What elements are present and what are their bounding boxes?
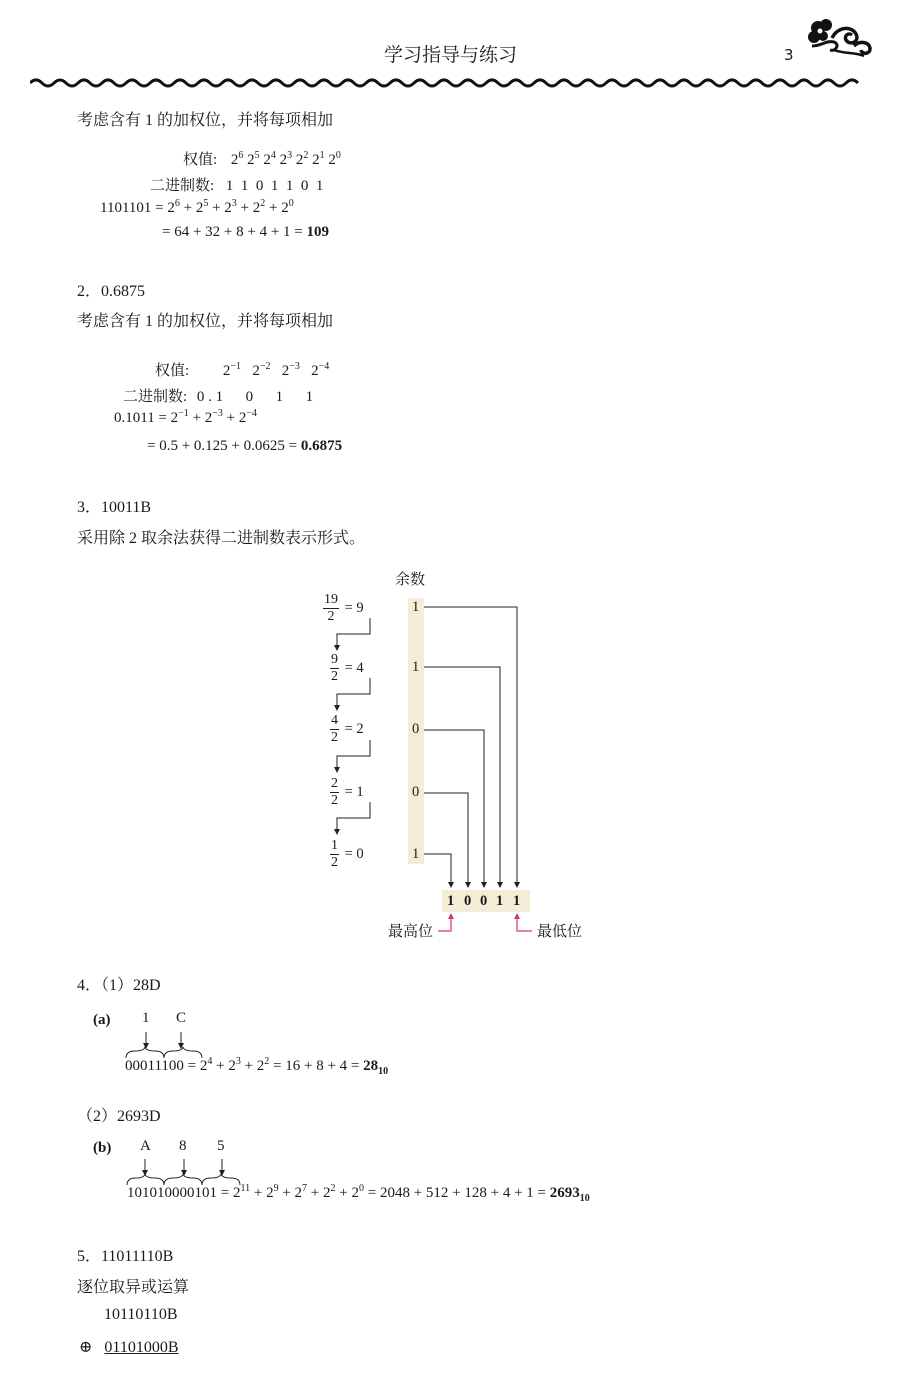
s4b-result: 2693 (549, 1185, 580, 1201)
step-quotient: = 4 (344, 659, 364, 676)
division-step (323, 592, 364, 625)
s1-result-line (162, 224, 329, 241)
step-denominator: 2 (331, 793, 338, 808)
s1-result-prefix: = 64 + 32 + 8 + 4 + 1 = (162, 224, 303, 240)
s4-heading: 4．（1）28D (77, 977, 161, 994)
step-denominator: 2 (331, 855, 338, 870)
division-step (330, 652, 364, 685)
s5-operand-2-row (79, 1337, 188, 1357)
s2-equation: $0.1011 = 2^{-1} + 2^{-3} + 2^{-4}$ (114, 408, 258, 426)
s1-equation: $1101101 = 2^6 + 2^5 + 2^3 + 2^2 + 2^0$ (100, 198, 294, 216)
step-numerator: 2 (331, 776, 338, 791)
s4b-bits: 101010000101 (127, 1185, 217, 1201)
s1-binary-row (150, 174, 323, 195)
s4b-hex-digit: 5 (217, 1138, 225, 1154)
division-step (330, 713, 364, 746)
s5-heading: 5．11011110B (77, 1248, 174, 1265)
step-quotient: = 1 (344, 783, 364, 800)
s2-binary-digits: 0 . 1 0 1 1 (196, 389, 314, 405)
result-bit: 1 (513, 893, 521, 909)
s1-result: 109 (306, 224, 330, 240)
s2-weights-label: 权值: (155, 363, 190, 379)
step-numerator: 1 (331, 838, 338, 853)
s2-result-line (147, 438, 342, 455)
s1-lhs: 1101101 (100, 200, 152, 216)
s4a-hex-digit: 1 (142, 1010, 150, 1026)
s3-heading: 3．10011B (77, 499, 152, 516)
step-numerator: 9 (331, 652, 338, 667)
result-bit: 1 (496, 893, 504, 909)
step-numerator: 4 (331, 713, 338, 728)
result-bit: 0 (480, 893, 488, 909)
s4a-result: 28 (363, 1058, 379, 1074)
step-quotient: = 2 (344, 720, 364, 737)
s1-weights-label: 权值: (183, 152, 218, 168)
s4a-base: 10 (378, 1066, 389, 1077)
remainder-value: 0 (412, 721, 420, 737)
s1-binary-digits: 1 1 0 1 1 0 1 (225, 178, 324, 194)
header-wavy-divider (30, 75, 862, 89)
s2-result: 0.6875 (300, 438, 343, 454)
s4-sub2-heading: （2）2693D (77, 1108, 161, 1125)
page-number: 3 (784, 46, 794, 64)
step-denominator: 2 (331, 669, 338, 684)
s4a-eq-prefix: = 16 + 8 + 4 = (273, 1058, 360, 1074)
s4b-hex-digit: 8 (179, 1138, 187, 1154)
s2-binary-label: 二进制数: (123, 389, 188, 405)
s2-weights-row: 权值: $2^{-1}$ $2^{-2}$ $2^{-3}$ $2^{-4}$ (155, 361, 330, 379)
step-denominator: 2 (331, 730, 338, 745)
remainder-value: 0 (412, 784, 420, 800)
s4b-label: (b) (93, 1140, 112, 1156)
s2-binary-row (123, 385, 313, 406)
s2-lhs: 0.1011 (114, 410, 155, 426)
step-quotient: = 0 (344, 845, 364, 862)
division-step (330, 776, 364, 809)
s3-intro: 采用除 2 取余法获得二进制数表示形式。 (77, 530, 366, 547)
s4b-equation: $101010000101 = 2^{11} + 2^9 + 2^7 + 2^2 + 2^0 = 2048 + 512 + 128 + 4 + 1 = 2693_{10}$ (127, 1183, 590, 1204)
s5-intro: 逐位取异或运算 (77, 1279, 190, 1296)
s2-heading: 2．0.6875 (77, 283, 146, 300)
s1-intro: 考虑含有 1 的加权位，并将每项相加 (77, 112, 334, 129)
remainder-value: 1 (412, 846, 420, 862)
s1-binary-label: 二进制数: (150, 178, 215, 194)
s2-intro: 考虑含有 1 的加权位，并将每项相加 (77, 313, 334, 330)
remainder-value: 1 (412, 599, 420, 615)
result-bit: 1 (447, 893, 455, 909)
division-diagram (320, 590, 610, 940)
xor-symbol: ⊕ (79, 1339, 93, 1356)
s4a-label: (a) (93, 1012, 111, 1028)
ornament-icon (804, 16, 876, 60)
step-denominator: 2 (327, 609, 335, 624)
remainder-value: 1 (412, 659, 420, 675)
s4b-eq-prefix: = 2048 + 512 + 128 + 4 + 1 = (367, 1185, 546, 1201)
msb-label: 最高位 (388, 924, 434, 940)
s5-operand-1: 10110110B (104, 1306, 178, 1323)
s4b-hex-digit: A (140, 1138, 151, 1154)
step-quotient: = 9 (344, 599, 364, 616)
step-numerator: 19 (324, 592, 338, 607)
page-title: 学习指导与练习 (384, 44, 518, 66)
lsb-label: 最低位 (537, 924, 583, 940)
s1-weights-row: 权值: $2^6$ $2^5$ $2^4$ $2^3$ $2^2$ $2^1$ $2^0$ (183, 150, 341, 168)
s3-remainder-label: 余数 (395, 572, 426, 588)
s4a-equation: $00011100 = 2^4 + 2^3 + 2^2 = 16 + 8 + 4 = 28_{10}$ (125, 1056, 389, 1077)
division-step (330, 838, 364, 871)
s4a-hex-digit: C (176, 1010, 187, 1026)
result-bit: 0 (464, 893, 472, 909)
s2-result-prefix: = 0.5 + 0.125 + 0.0625 = (147, 438, 298, 454)
s5-operand-2: 01101000B (104, 1339, 179, 1356)
s4a-bits: 00011100 (125, 1058, 184, 1074)
s4b-base: 10 (579, 1193, 590, 1204)
